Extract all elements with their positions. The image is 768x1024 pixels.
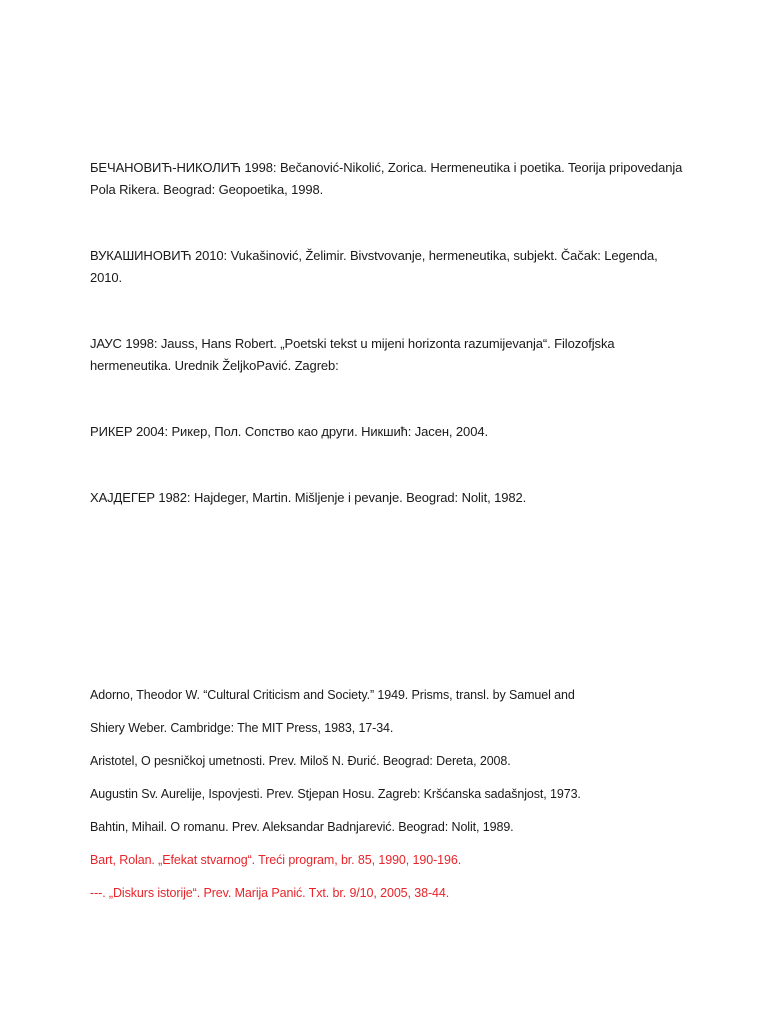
bibliography-line-aristotel: Aristotel, O pesničkoj umetnosti. Prev. Miloš N. Đurić. Beograd: Dereta, 2008.: [90, 754, 511, 768]
bibliography-line-augustin: Augustin Sv. Aurelije, Ispovjesti. Prev. Stjepan Hosu. Zagreb: Kršćanska sadašnjost, 1973.: [90, 787, 581, 801]
reference-entry-becanovic: БЕЧАНОВИЋ-НИКОЛИЋ 1998: Bečanović-Nikolić, Zorica. Hermeneutika i poetika. Teorija pripovedanja Pola Rikera. Beograd: Geopoetika, 1998.: [90, 160, 683, 197]
bibliography-line-bart-1: Bart, Rolan. „Efekat stvarnog“. Treći program, br. 85, 1990, 190-196.: [90, 853, 462, 867]
bibliography-line-bahtin: Bahtin, Mihail. O romanu. Prev. Aleksandar Badnjarević. Beograd: Nolit, 1989.: [90, 820, 514, 834]
reference-entry-jauss: ЈАУС 1998: Jauss, Hans Robert. „Poetski tekst u mijeni horizonta razumijevanja“. Filozofjska hermeneutika. Urednik ŽeljkoPavić. Zagreb:: [90, 336, 615, 373]
bibliography-line-adorno-2: Shiery Weber. Cambridge: The MIT Press, 1983, 17-34.: [90, 721, 394, 735]
bibliography-line-bart-2: ---. „Diskurs istorije“. Prev. Marija Panić. Txt. br. 9/10, 2005, 38-44.: [90, 886, 450, 900]
reference-entry-vukasinovic: ВУКАШИНОВИЋ 2010: Vukašinović, Želimir. Bivstvovanje, hermeneutika, subjekt. Čačak: Legenda, 2010.: [90, 248, 658, 285]
reference-entry-hajdeger: ХАЈДЕГЕР 1982: Hajdeger, Martin. Mišljenje i pevanje. Beograd: Nolit, 1982.: [90, 490, 527, 505]
reference-entry-riker: РИКЕР 2004: Рикер, Пол. Сопство као други. Никшић: Јасен, 2004.: [90, 424, 488, 439]
bibliography-line-adorno-1: Adorno, Theodor W. “Cultural Criticism and Society.” 1949. Prisms, transl. by Samuel and: [90, 688, 575, 702]
